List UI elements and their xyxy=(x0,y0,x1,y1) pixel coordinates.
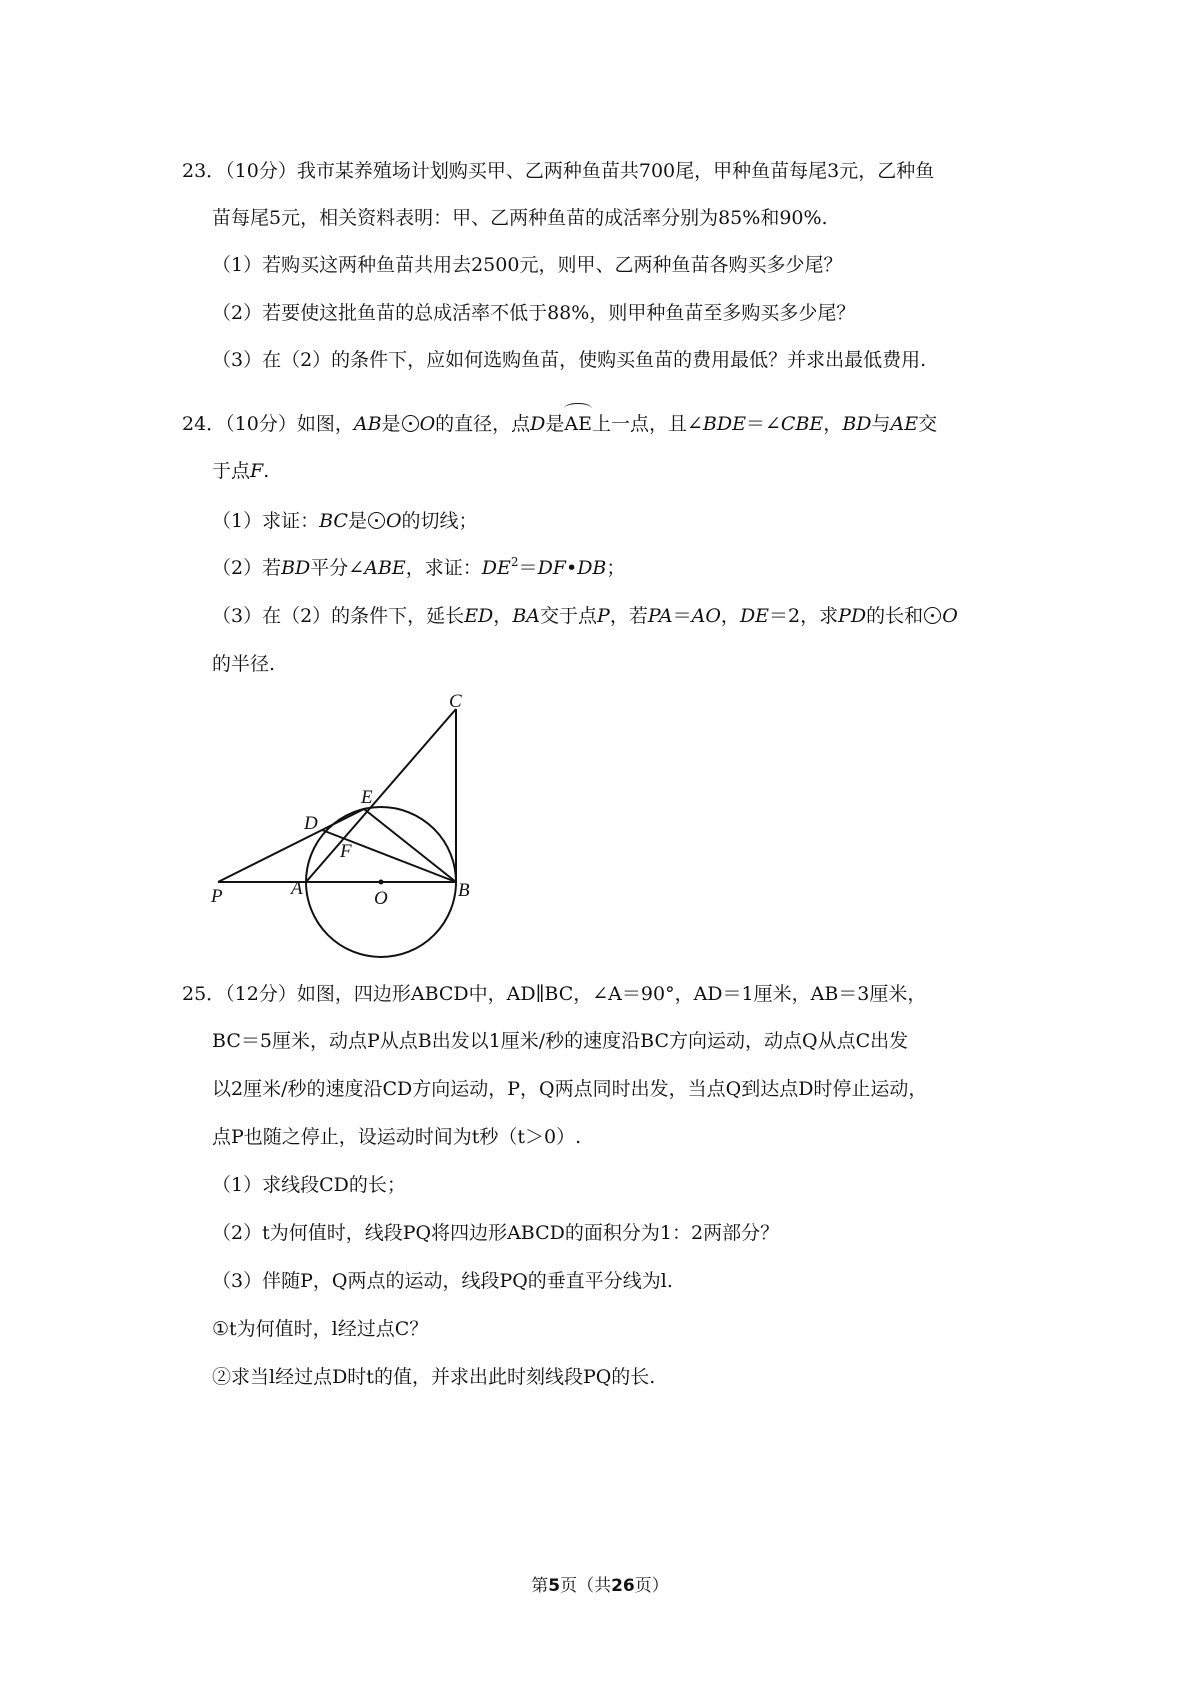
text: 上一点，且∠ xyxy=(592,413,703,435)
q23-stem-cont: 苗每尾5元，相关资料表明：甲、乙两种鱼苗的成活率分别为85%和90%. xyxy=(212,207,828,229)
q23-sub3: （3）在（2）的条件下，应如何选购鱼苗，使购买鱼苗的费用最低？并求出最低费用. xyxy=(212,349,927,371)
text: （1）求证： xyxy=(212,510,320,532)
text: ＝∠ xyxy=(746,413,781,435)
math-var: O xyxy=(419,413,436,435)
q25-stem-3: 以2厘米/秒的速度沿CD方向运动，P，Q两点同时出发，当点Q到达点D时停止运动， xyxy=(212,1078,928,1100)
math-var: PA xyxy=(647,605,673,627)
q23-stem: 23．（10分）我市某养殖场计划购买甲、乙两种鱼苗共700尾，甲种鱼苗每尾3元，乙种鱼 xyxy=(182,160,935,182)
text: • xyxy=(565,557,578,579)
q25-stem-4: 点P也随之停止，设运动时间为t秒（t＞0）. xyxy=(212,1126,582,1148)
text: 与 xyxy=(871,413,891,435)
text: 的长和 xyxy=(866,605,924,627)
math-var: BDE xyxy=(702,413,746,435)
q25-sub2: （2）t为何值时，线段PQ将四边形ABCD的面积分为1：2两部分？ xyxy=(212,1222,780,1244)
q24-sub3-cont: 的半径. xyxy=(212,653,276,675)
math-var: O xyxy=(942,605,958,627)
math-var: DE xyxy=(481,557,511,579)
q25-sub3: （3）伴随P，Q两点的运动，线段PQ的垂直平分线为l. xyxy=(212,1270,673,1292)
math-var: BC xyxy=(319,510,348,532)
text: 的直径，点 xyxy=(435,413,531,435)
text: ， xyxy=(823,413,843,435)
segment-eb xyxy=(364,809,456,882)
math-var: AO xyxy=(691,605,721,627)
total-pages: 26 xyxy=(611,1576,635,1596)
text: 交 xyxy=(918,413,938,435)
q25-stem-2: BC＝5厘米，动点P从点B出发以1厘米/秒的速度沿BC方向运动，动点Q从点C出发 xyxy=(212,1030,909,1052)
math-var: DF xyxy=(537,557,566,579)
math-var: BA xyxy=(512,605,540,627)
text: 于点 xyxy=(212,460,251,482)
q25-sub3-i: ①t为何值时，l经过点C？ xyxy=(212,1318,429,1340)
math-var: DB xyxy=(577,557,607,579)
arc-ae: AE xyxy=(564,408,592,437)
center-point-o xyxy=(379,880,384,885)
text: 是 xyxy=(381,413,401,435)
math-var: D xyxy=(530,413,546,435)
label-e: E xyxy=(361,787,373,808)
math-var: F xyxy=(250,460,264,482)
label-p: P xyxy=(211,886,223,907)
text: ， xyxy=(720,605,740,627)
q23-sub2: （2）若要使这批鱼苗的总成活率不低于88%，则甲种鱼苗至多购买多少尾？ xyxy=(212,302,856,324)
math-var: O xyxy=(385,510,402,532)
text: ＝2，求 xyxy=(769,605,839,627)
label-b: B xyxy=(458,880,470,901)
q23-sub1: （1）若购买这两种鱼苗共用去2500元，则甲、乙两种鱼苗各购买多少尾？ xyxy=(212,254,843,276)
text: 是 xyxy=(545,413,565,435)
text: ＝ xyxy=(518,557,538,579)
text: （2）若 xyxy=(212,557,282,579)
text: ； xyxy=(606,557,626,579)
math-var: AE xyxy=(890,413,919,435)
text: ， xyxy=(493,605,513,627)
math-var: ABE xyxy=(364,557,406,579)
text: 的切线； xyxy=(401,510,478,532)
math-var: AB xyxy=(353,413,382,435)
segment-ca xyxy=(306,709,456,882)
q25-stem-1: 25．（12分）如图，四边形ABCD中，AD∥BC，∠A＝90°，AD＝1厘米，AB＝3厘米， xyxy=(182,983,927,1005)
math-var: BD xyxy=(842,413,872,435)
text: ＝ xyxy=(672,605,692,627)
text: （3）在（2）的条件下，延长 xyxy=(212,605,465,627)
text: 第 xyxy=(531,1576,549,1596)
text: ，求证： xyxy=(405,557,482,579)
math-var: P xyxy=(597,605,610,627)
superscript: 2 xyxy=(510,555,519,569)
text: 页（共 xyxy=(560,1576,612,1596)
label-o: O xyxy=(374,888,388,909)
label-d: D xyxy=(304,813,318,834)
q25-sub1: （1）求线段CD的长； xyxy=(212,1174,406,1196)
q25-sub3-ii: ②求当l经过点D时t的值，并求出此时刻线段PQ的长. xyxy=(212,1366,656,1388)
math-var: DE xyxy=(739,605,770,627)
text: 24．（10分）如图， xyxy=(182,413,354,435)
page-number: 5 xyxy=(548,1576,561,1596)
text: ，若 xyxy=(609,605,648,627)
text: 平分∠ xyxy=(310,557,365,579)
text: 交于点 xyxy=(540,605,598,627)
math-var: CBE xyxy=(780,413,824,435)
math-var: ED xyxy=(464,605,494,627)
math-var: PD xyxy=(838,605,867,627)
label-a: A xyxy=(291,878,303,899)
text: 页） xyxy=(634,1576,669,1596)
text: . xyxy=(263,460,270,482)
page-footer xyxy=(0,1571,1200,1596)
label-f: F xyxy=(340,841,352,862)
label-c: C xyxy=(449,691,462,712)
text: 是 xyxy=(347,510,367,532)
math-var: BD xyxy=(281,557,311,579)
